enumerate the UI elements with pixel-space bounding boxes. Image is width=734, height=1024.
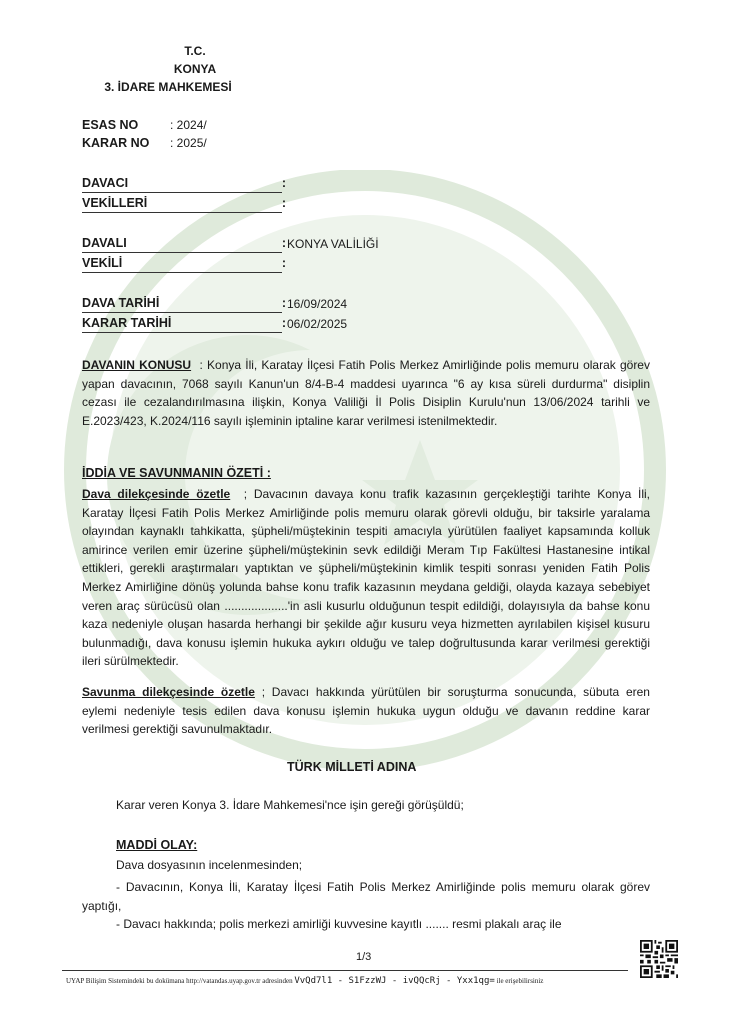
davali-value: KONYA VALİLİĞİ (287, 237, 379, 251)
dava-tarihi-row (82, 296, 286, 313)
maddi-olay-line3: - Davacı hakkında; polis merkezi amirliği kuvvesine kayıtlı ....... resmi plakalı araç ile (116, 917, 562, 931)
savunma-text: ; Davacı hakkında yürütülen bir soruşturma sonucunda, sübuta eren eylemi nedeniyle tesis edilen dava konusu işlemin hukuka uygun olduğu ve davanın reddine karar verilmesi gerektiği savunulmaktadır. (82, 685, 650, 737)
vekilleri-colon: : (281, 196, 286, 210)
maddi-olay-line1: Dava dosyasının incelenmesinden; (116, 858, 303, 872)
footer-code: VvQd7l1 - S1FzzWJ - ivQQcRj - Yxx1qg= (294, 976, 495, 986)
davali-label: DAVALI (82, 236, 127, 250)
savunma-label: Savunma dilekçesinde özetle (82, 685, 255, 699)
karar-tarihi-value: 06/02/2025 (287, 317, 348, 331)
davali-row (82, 236, 286, 253)
dava-konusu-paragraph (82, 356, 650, 430)
dava-tarihi-label: DAVA TARİHİ (82, 296, 160, 310)
vekili-row (82, 256, 286, 273)
davali-colon: : (281, 236, 286, 250)
maddi-olay-line2: - Davacının, Konya İli, Karatay İlçesi Fatih Polis Merkez Amirliğinde polis memuru olarak görev yaptığı, (82, 880, 650, 913)
vekili-label: VEKİLİ (82, 256, 123, 270)
dava-dilekcesi-paragraph (82, 485, 650, 671)
footer-prefix: UYAP Bilişim Sistemindeki bu dokümana http://vatandas.uyap.gov.tr adresinden (66, 977, 293, 985)
karar-tarihi-row (82, 316, 286, 333)
karar-intro: Karar veren Konya 3. İdare Mahkemesi'nce işin gereği görüşüldü; (116, 798, 464, 812)
dava-dilekcesi-label: Dava dilekçesinde özetle (82, 487, 231, 501)
maddi-olay-heading: MADDİ OLAY: (116, 838, 198, 852)
footer-rule (62, 970, 628, 971)
esas-no-label: ESAS NO (82, 118, 139, 132)
dava-dilekcesi-text: ; Davacının davaya konu trafik kazasının gerçekleştiği tarihte Konya İli, Karatay İlçesi Fatih Polis Merkez Amirliğinde polis memuru olarak görevli olduğu, bir taksirle yaralama olayından kaynaklı tahkikatta, şüpheli/müştekinin tespiti amacıyla yürütülen faaliyet kapsamında kolluk amirince verilen emir üzerine şüpheli/müştekinin sevk edildiği Meram Tıp Fakültesi Hastanesine intikal ettikleri, gerekli araştırmaları yaptıktan ve şüpheli/müştekinin kimlik tespiti sonrası yeniden Fatih Polis Merkez Amirliğine dönüş yolunda bahse konu trafik kazasının meydana geldiği, olayda kazaya sebebiyet veren araç sürücüsü olan ...................'in asli kusurlu olduğunun tespit edildiği, dolayısıyla da bahse konu kaza nedeniyle oluşan hasarda herhangi bir şekilde ağır kusuru veya hizmetten ayrılabilen kişisel kusuru bulunmadığı, dava konusu işlemin hukuka aykırı olduğu ve talep doğrultusunda karar verilmesi gerektiği ileri sürülmektedir. (82, 487, 650, 669)
davaci-label: DAVACI (82, 176, 129, 190)
dava-tarihi-colon: : (281, 296, 286, 310)
vekilleri-row (82, 196, 286, 213)
header-city: KONYA (173, 62, 217, 76)
esas-no-value: : 2024/ (170, 118, 207, 132)
davaci-colon: : (281, 176, 286, 190)
footer-verification (66, 976, 543, 986)
turk-milleti-adina: TÜRK MİLLETİ ADINA (287, 760, 417, 774)
davaci-row (82, 176, 286, 193)
karar-tarihi-label: KARAR TARİHİ (82, 316, 172, 330)
vekilleri-label: VEKİLLERİ (82, 196, 148, 210)
dava-tarihi-value: 16/09/2024 (287, 297, 348, 311)
qr-code-icon (640, 940, 678, 978)
header-tc: T.C. (184, 44, 206, 58)
karar-tarihi-colon: : (281, 316, 286, 330)
dava-konusu-label: DAVANIN KONUSU (82, 358, 192, 372)
footer-suffix: ile erişebilirsiniz (496, 977, 544, 985)
vekili-colon: : (281, 256, 286, 270)
savunma-paragraph (82, 683, 650, 739)
page-number: 1/3 (356, 951, 372, 963)
dava-konusu-text: : Konya İli, Karatay İlçesi Fatih Polis Merkez Amirliğinde polis memuru olarak görev yapan davacının, 7068 sayılı Kanun'un 8/4-B-4 maddesi uyarınca "6 ay kısa süreli durdurma" disiplin cezası ile cezalandırılmasına ilişkin, Konya Valiliği İl Polis Disiplin Kurulu'nun 13/06/2024 tarihli ve E.2023/423, K.2024/116 sayılı işleminin iptaline karar verilmesi istenilmektedir. (82, 358, 650, 428)
header-court: 3. İDARE MAHKEMESİ (104, 80, 232, 94)
karar-no-value: : 2025/ (170, 136, 207, 150)
karar-no-label: KARAR NO (82, 136, 150, 150)
iddia-heading: İDDİA VE SAVUNMANIN ÖZETİ : (82, 466, 271, 480)
